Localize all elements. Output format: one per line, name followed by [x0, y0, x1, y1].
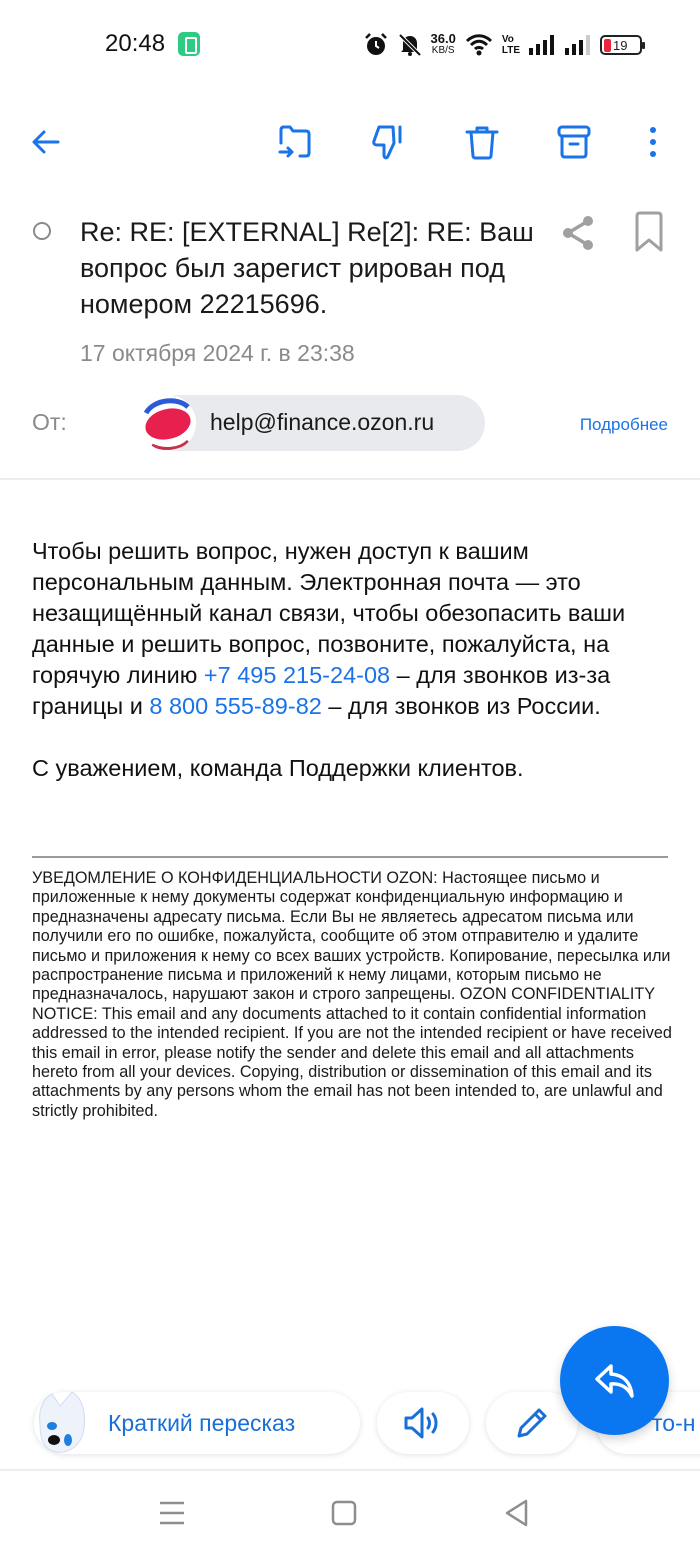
- share-icon[interactable]: [558, 212, 600, 254]
- reply-button[interactable]: [560, 1326, 669, 1435]
- message-date: 17 октября 2024 г. в 23:38: [80, 340, 355, 366]
- signature-divider: [32, 856, 668, 858]
- ozon-avatar-icon: [140, 395, 196, 451]
- signal-icon: [528, 34, 556, 56]
- back-button[interactable]: [22, 118, 70, 166]
- move-to-folder-button[interactable]: [271, 118, 319, 166]
- message-toolbar: [0, 110, 700, 172]
- unread-toggle-icon[interactable]: [33, 222, 51, 240]
- status-time: 20:48: [105, 30, 166, 57]
- message-body: [32, 536, 677, 784]
- header-divider: [0, 478, 700, 480]
- more-chip[interactable]: то-н: [596, 1392, 700, 1454]
- home-square-icon: [331, 1500, 357, 1526]
- move-to-folder-icon: [276, 123, 314, 161]
- back-arrow-icon: [30, 126, 62, 158]
- bookmark-icon[interactable]: [628, 210, 670, 256]
- wifi-icon: [464, 32, 494, 58]
- spam-button[interactable]: [364, 118, 412, 166]
- back-triangle-icon: [504, 1499, 530, 1527]
- signal-icon: [564, 34, 592, 56]
- summary-chip[interactable]: [34, 1392, 360, 1454]
- confidentiality-notice: УВЕДОМЛЕНИЕ О КОНФИДЕНЦИАЛЬНОСТИ OZON: Настоящее письмо и приложенные к нему документы содержат конфиденциальную информацию и предназначены адресату письма. Если Вы не являетесь адресатом письма или получили его по ошибке, пожалуйста, сообщите об этом отправителю и удалите письмо и приложения к нему со всех ваших устройств. Копирование, пересылка или распространение письма и приложений к нему лицами, которым письмо не предназначалось, нарушают закон и строго запрещены. OZON CONFIDENTIALITY NOTICE: This email and any documents attached to it contain confidential information addressed to the intended recipient. If you are not the intended recipient or have received this email in error, please notify the sender and delete this email and all attachments hereto from all your devices. Copying, distribution or dissemination of this email and its attachments by any persons whom the email has not been intended to, are unlawful and strictly prohibited.: [32, 869, 672, 1120]
- phone-link-international[interactable]: +7 495 215-24-08: [203, 662, 391, 688]
- archive-icon: [555, 123, 593, 161]
- more-vertical-icon: [648, 126, 658, 158]
- mute-icon: [397, 32, 423, 58]
- menu-lines-icon: [159, 1500, 185, 1526]
- signature: С уважением, команда Поддержки клиентов.: [32, 755, 524, 781]
- details-link[interactable]: Подробнее: [579, 415, 668, 434]
- body-paragraph: Чтобы решить вопрос, нужен доступ к вашим персональным данным. Электронная почта — это незащищённый канал связи, чтобы обезопасить ваши данные и решить вопрос, позвоните, пожалуйста, на горячую линию +7 495 215-24-08 – для звонков из-за границы и 8 800 555-89-82 – для звонков из России.: [32, 538, 626, 719]
- more-options-button[interactable]: [629, 118, 677, 166]
- reply-icon: [593, 1361, 637, 1401]
- battery-charging-icon: [178, 32, 200, 56]
- from-label: От:: [32, 409, 67, 435]
- sender-email: help@finance.ozon.ru: [210, 409, 435, 435]
- recents-button[interactable]: [150, 1493, 194, 1533]
- read-aloud-chip[interactable]: [377, 1392, 469, 1454]
- delete-icon: [463, 123, 501, 161]
- volte-icon: Vo LTE: [501, 34, 520, 56]
- battery-icon: 19: [600, 35, 642, 55]
- system-nav-bar: [0, 1471, 700, 1556]
- status-bar: [0, 0, 700, 90]
- back-nav-button[interactable]: [495, 1493, 539, 1533]
- delete-button[interactable]: [458, 118, 506, 166]
- network-speed: 36.0 KB/S: [430, 31, 456, 56]
- summary-label: Краткий пересказ: [108, 1409, 296, 1436]
- home-button[interactable]: [322, 1493, 366, 1533]
- message-subject: Re: RE: [EXTERNAL] Re[2]: RE: Ваш вопрос был зарегист рирован под номером 22215696.: [80, 217, 534, 319]
- alarm-icon: [363, 32, 389, 58]
- sender-chip[interactable]: [140, 395, 485, 451]
- archive-button[interactable]: [550, 118, 598, 166]
- speaker-icon: [402, 1406, 444, 1440]
- status-icons: [363, 28, 642, 62]
- sender-row: [0, 395, 700, 451]
- pencil-icon: [515, 1406, 549, 1440]
- spam-icon: [369, 123, 407, 161]
- phone-link-russia[interactable]: 8 800 555-89-82: [149, 693, 322, 719]
- mascot-icon: [32, 1384, 94, 1456]
